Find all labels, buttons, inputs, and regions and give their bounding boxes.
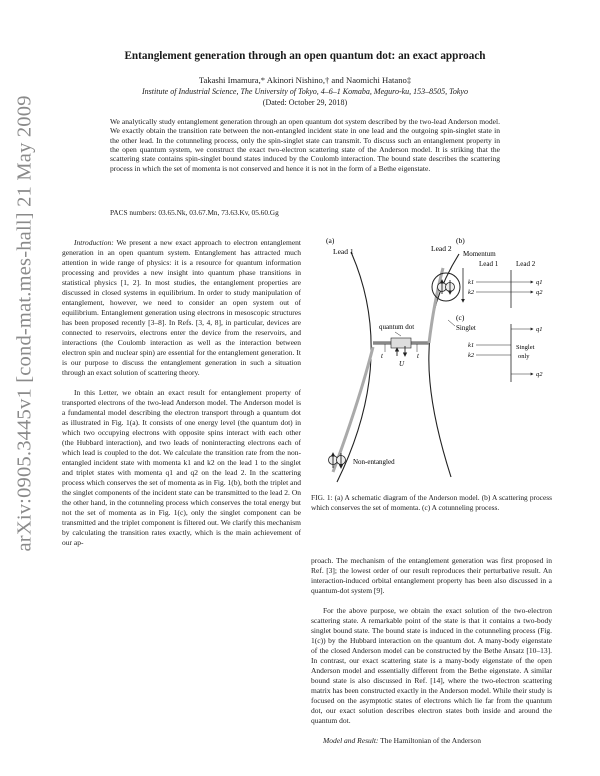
b-q2: q2 — [536, 289, 543, 296]
author-list: Takashi Imamura,* Akinori Nishino,† and Naomichi Hatano‡ — [198, 75, 412, 85]
intro-paragraph — [62, 238, 301, 378]
panel-a-label: (a) — [326, 236, 335, 245]
b-lead1-label: Lead 1 — [479, 260, 499, 268]
incoming-path — [333, 347, 373, 472]
b-k2: k2 — [468, 289, 475, 296]
non-entangled-label: Non-entangled — [353, 458, 395, 466]
model-heading: Model and Result: — [323, 736, 379, 746]
hopping-t-right: t — [417, 352, 419, 360]
b-lead2-label: Lead 2 — [516, 260, 536, 268]
approach-paragraph: proach. The mechanism of the entanglement generation was first proposed in Ref. [3]; the lowest order of our result reproduces their perturbative result. An interaction-induced orbital entanglement property has been also discussed in a quantum-dot system [9]. — [311, 556, 552, 596]
quantum-dot-label: quantum dot — [379, 323, 415, 331]
singlet-label: Singlet — [456, 324, 476, 332]
c-k2: k2 — [468, 352, 475, 359]
b-k1: k1 — [468, 279, 475, 286]
c-only-label: only — [518, 353, 530, 360]
abstract: We analytically study entanglement generation through an open quantum dot system described by the two-lead Anderson model. We exactly obtain the transition rate between the non-entangled incident state in one lead and the outgoing spin-singlet state in the other lead. In the cotunneling process, only the spin-singlet state can transmit. To discuss such an entanglement property in the open quantum system, we construct the exact two-electron scattering state of the Anderson model. It is striking that the scattering state contains spin-singlet bound states induced by the Coulomb interaction. The bound state describes the scattering process in which the set of momenta is not conserved and hence it is not in the form of a Bethe eigenstate. — [110, 117, 500, 173]
c-singlet-label: Singlet — [516, 344, 535, 351]
figure-1-graphic — [311, 232, 556, 487]
purpose-paragraph: For the above purpose, we obtain the exact solution of the two-electron scattering state. A remarkable point of the state is that it contains a two-body singlet bound state. The bound state is induced in the cotunneling process (Fig. 1(c)) by the Hubbard interaction on the quantum dot. A many-body eigenstate of the closed Anderson model can be constructed by the Bethe Ansatz [10–13]. In contrast, our exact scattering state is a many-body eigenstate of the open Anderson model and essentially different from the Bethe eigenstate. A similar bound state is also discussed in Ref. [14], where the two-electron scattering matrix has been constructed exactly in the Anderson model. While their study is focused on the asymptotic states of electrons which lie far from the quantum dot, our exact solution describes electron states both inside and around the quantum dot. — [311, 606, 552, 726]
intro-text: We present a new exact approach to electron entanglement generation in an open quantum system. Entanglement has attracted much attention in wide range of physics: it is a resource for quantum information processing and provides a new insight into quantum phase transitions in statistical physics [1, 2]. In most studies, the entanglement properties are discussed in closed systems in equilibrium. In order to study manipulation of entanglement, however, we need to consider an open system out of equilibrium. Entanglement generation using electrons in mesoscopic structures has been proposed recently [3–8]. In Refs. [3, 4, 8], in particular, devices are connected to reservoirs, electrons enter the device from the reservoirs, and interactions (the Coulomb interaction as well as the interaction between electron spin and nuclear spin) are essential for the entanglement generation. It is our purpose to discuss the entanglement generation in such a situation through an exact solution of scattering theory. — [62, 238, 301, 378]
letter-paragraph: In this Letter, we obtain an exact result for entanglement property of transported electrons of the two-lead Anderson model. The Anderson model is a fundamental model describing the electron transport through a quantum dot as illustrated in Fig. 1(a). It consists of one energy level (the quantum dot) in which two occupying electrons with opposite spins interact with each other (the Hubbard interaction), and two leads of noninteracting electrons each of which lead is coupled to the dot. We calculate the transition rate from the non-entangled incident state with momenta k1 and k2 on the lead 1 to the singlet and triplet states with momenta q1 and q2 on the lead 2. In the scattering process which conserves the set of momenta as in Fig. 1(b), both the triplet and the singlet components of the incident state can be transmitted to the lead 2. On the other hand, in the cotunneling process which conserves the total energy but not the set of momenta as in Fig. 1(c), only the singlet component can be transmitted and the triplet component is filtered out. We clarify this mechanism by calculating the transition rates exactly, which is the main achievement of our ap- — [62, 388, 301, 548]
lead2-label: Lead 2 — [431, 244, 452, 253]
outgoing-path — [429, 268, 443, 343]
left-column — [62, 238, 301, 548]
b-q1: q1 — [536, 279, 543, 286]
arxiv-stamp: arXiv:0905.3445v1 [cond-mat.mes-hall] 21 May 2009 — [13, 95, 36, 552]
figure-1 — [311, 232, 556, 487]
c-k1: k1 — [468, 342, 475, 349]
pacs-numbers: PACS numbers: 03.65.Nk, 03.67.Mn, 73.63.Kv, 05.60.Gg — [110, 208, 279, 217]
dot-pointer — [395, 332, 401, 336]
c-q1: q1 — [536, 326, 543, 333]
paper-title: Entanglement generation through an open quantum dot: an exact approach — [124, 50, 486, 62]
model-paragraph — [311, 736, 552, 746]
lead1-label: Lead 1 — [333, 247, 354, 256]
quantum-dot — [391, 338, 411, 348]
singlet-pointer — [448, 320, 455, 326]
intro-heading: Introduction: — [74, 238, 114, 247]
hubbard-u-label: U — [399, 360, 405, 368]
right-column — [311, 556, 552, 746]
affiliation: Institute of Industrial Science, The University of Tokyo, 4–6–1 Komaba, Meguro-ku, 153–8505, Tokyo — [142, 87, 468, 96]
panel-b-label: (b) — [456, 236, 465, 245]
c-q2: q2 — [536, 371, 543, 378]
figure-1-caption: FIG. 1: (a) A schematic diagram of the Anderson model. (b) A scattering process which conserves the set of momenta. (c) A cotunneling process. — [311, 493, 552, 512]
model-text: The Hamiltonian of the Anderson — [378, 736, 481, 746]
date-line: (Dated: October 29, 2018) — [262, 98, 348, 107]
momentum-label: Momentum — [463, 250, 496, 258]
hopping-t-left: t — [381, 352, 383, 360]
panel-c-label: (c) — [456, 313, 465, 322]
